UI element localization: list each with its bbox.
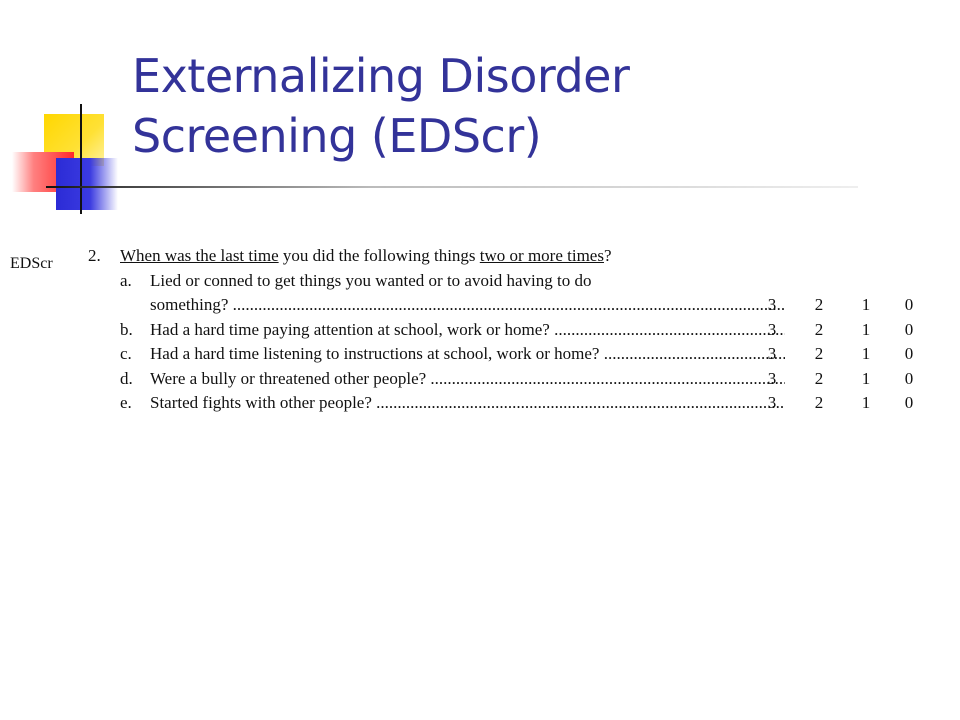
score-option: 1 <box>861 368 871 388</box>
score-option: 3 <box>767 295 777 314</box>
question-text <box>120 244 612 269</box>
question-number: 2. <box>88 246 101 265</box>
item-text: Lied or conned to get things you wanted or to avoid having to do <box>150 270 592 290</box>
question-underlined-phrase-1: When was the last time <box>120 246 279 265</box>
score-option: 0 <box>904 344 914 363</box>
score-option: 3 <box>767 368 777 388</box>
score-option: 1 <box>861 344 871 363</box>
title-underline-rule <box>46 186 858 188</box>
list-item-c <box>8 342 928 367</box>
list-item-b <box>8 318 928 343</box>
item-letter: c. <box>120 344 132 363</box>
list-item-d <box>8 367 928 392</box>
slide-title-line-1: Externalizing Disorder <box>132 49 630 103</box>
score-option: 3 <box>767 319 777 339</box>
slide-title-line-2: Screening (EDScr) <box>132 109 542 163</box>
item-text: Had a hard time listening to instructions at school, work or home? ..... <box>150 342 785 367</box>
question-plain-phrase: you did the following things <box>278 246 480 265</box>
item-text: Had a hard time paying attention at school, work or home? ..... <box>150 318 785 343</box>
score-option: 0 <box>904 295 914 314</box>
score-option: 0 <box>904 319 914 339</box>
item-text: something? ..... <box>150 293 785 318</box>
score-option: 1 <box>861 393 871 412</box>
score-option: 2 <box>814 344 824 363</box>
score-option: 2 <box>814 295 824 314</box>
score-option: 1 <box>861 319 871 339</box>
score-option: 3 <box>767 344 777 363</box>
score-option: 3 <box>767 393 777 412</box>
item-letter: d. <box>120 368 133 388</box>
item-letter: a. <box>120 270 132 290</box>
item-text: Started fights with other people? ..... <box>150 391 785 416</box>
list-item-a-line-1 <box>8 269 928 294</box>
question-end-mark: ? <box>603 246 612 265</box>
score-option: 2 <box>814 319 824 339</box>
score-option: 0 <box>904 368 914 388</box>
decorative-blue-block <box>56 158 118 210</box>
item-text: Were a bully or threatened other people? ..... <box>150 367 785 392</box>
slide-title <box>132 46 629 166</box>
list-item-a-line-2 <box>8 293 928 318</box>
list-item-e <box>8 391 928 416</box>
question-underlined-phrase-2: two or more times <box>479 246 604 265</box>
form-code: EDScr <box>10 255 53 272</box>
score-option: 1 <box>861 295 871 314</box>
score-option: 2 <box>814 393 824 412</box>
decorative-vertical-line <box>80 104 82 214</box>
score-option: 0 <box>904 393 914 412</box>
score-option: 2 <box>814 368 824 388</box>
item-letter: b. <box>120 319 133 339</box>
item-letter: e. <box>120 393 132 412</box>
